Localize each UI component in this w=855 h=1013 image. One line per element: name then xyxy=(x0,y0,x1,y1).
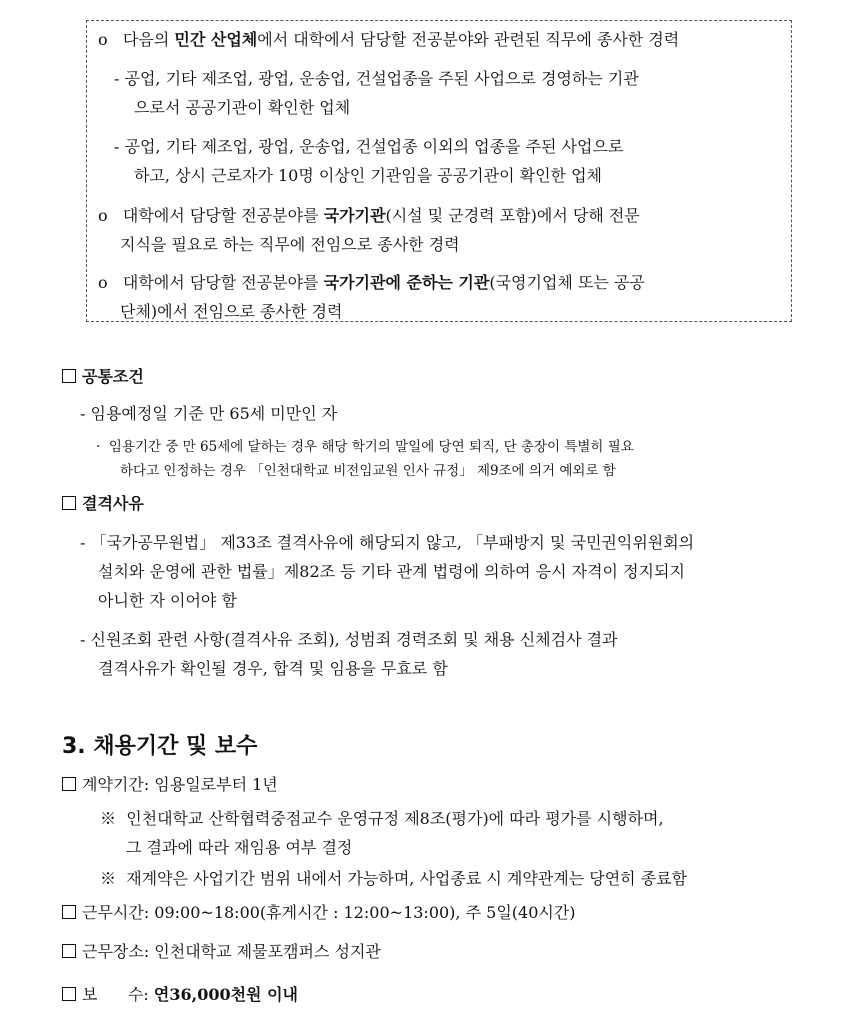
box-item-2-line2: 지식을 필요로 하는 직무에 전임으로 종사한 경력 xyxy=(120,235,460,254)
box-item-2: o 대학에서 담당할 전공분야를 국가기관(시설 및 군경력 포함)에서 당해 전문 xyxy=(98,206,640,225)
disq-a-line2: 설치와 운영에 관한 법률」제82조 등 기타 관계 법령에 의하여 응시 자격이 정지되지 xyxy=(98,562,685,581)
disq-b-line1: - 신원조회 관련 사항(결격사유 조회), 성범죄 경력조회 및 채용 신체검사 결과 xyxy=(80,630,618,649)
common-note-line2: 하다고 인정하는 경우 「인천대학교 비전임교원 인사 규정」 제9조에 의거 예외로 함 xyxy=(120,463,616,479)
checkbox-icon xyxy=(62,944,76,958)
checkbox-icon xyxy=(62,777,76,791)
box-sub-2-line1: - 공업, 기타 제조업, 광업, 운송업, 건설업종 이외의 업종을 주된 사업으로 xyxy=(114,137,624,156)
work-hours: 근무시간: 09:00~18:00(휴게시간 : 12:00~13:00), 주 5일(40시간) xyxy=(62,900,576,923)
circle-bullet: o xyxy=(98,30,108,49)
salary: 보 수: 연36,000천원 이내 xyxy=(62,982,298,1005)
section3-note1-line1: ※ 인천대학교 산학협력중점교수 운영규정 제8조(평가)에 따라 평가를 시행하며, xyxy=(100,809,664,828)
section3-note2: ※ 재계약은 사업기간 범위 내에서 가능하며, 사업종료 시 계약관계는 당연히 종료함 xyxy=(100,869,688,888)
checkbox-icon xyxy=(62,905,76,919)
box-item-3: o 대학에서 담당할 전공분야를 국가기관에 준하는 기관(국영기업체 또는 공공 xyxy=(98,273,645,292)
reference-mark-icon: ※ xyxy=(100,809,117,828)
checkbox-icon xyxy=(62,987,76,1001)
contract-period: 계약기간: 임용일로부터 1년 xyxy=(62,772,278,795)
box-sub-2-line2: 하고, 상시 근로자가 10명 이상인 기관임을 공공기관이 확인한 업체 xyxy=(134,166,602,185)
common-note-line1: · 임용기간 중 만 65세에 달하는 경우 해당 학기의 말일에 당연 퇴직, 단 총장이 특별히 필요 xyxy=(96,439,634,455)
reference-mark-icon: ※ xyxy=(100,869,117,888)
salary-value: 연36,000천원 이내 xyxy=(153,985,298,1004)
common-age: - 임용예정일 기준 만 65세 미만인 자 xyxy=(80,404,338,423)
box-sub-1-line1: - 공업, 기타 제조업, 광업, 운송업, 건설업종을 주된 사업으로 경영하는 기관 xyxy=(114,69,639,88)
disq-b-line2: 결격사유가 확인될 경우, 합격 및 임용을 무효로 함 xyxy=(98,659,448,678)
common-conditions-heading: 공통조건 xyxy=(62,364,144,387)
work-place: 근무장소: 인천대학교 제물포캠퍼스 성지관 xyxy=(62,939,381,962)
disq-a-line3: 아니한 자 이어야 함 xyxy=(98,591,237,610)
box-item-3-line2: 단체)에서 전임으로 종사한 경력 xyxy=(120,302,343,321)
disq-a-line1: - 「국가공무원법」 제33조 결격사유에 해당되지 않고, 「부패방지 및 국민권익위원회의 xyxy=(80,533,695,552)
disqualification-heading: 결격사유 xyxy=(62,491,144,514)
box-sub-1-line2: 으로서 공공기관이 확인한 업체 xyxy=(134,98,351,117)
box-item-1: o 다음의 민간 산업체에서 대학에서 담당할 전공분야와 관련된 직무에 종사한 경력 xyxy=(98,30,680,49)
checkbox-icon xyxy=(62,496,76,510)
checkbox-icon xyxy=(62,369,76,383)
section-3-title: 3. 채용기간 및 보수 xyxy=(62,734,258,759)
section3-note1-line2: 그 결과에 따라 재임용 여부 결정 xyxy=(126,838,353,857)
